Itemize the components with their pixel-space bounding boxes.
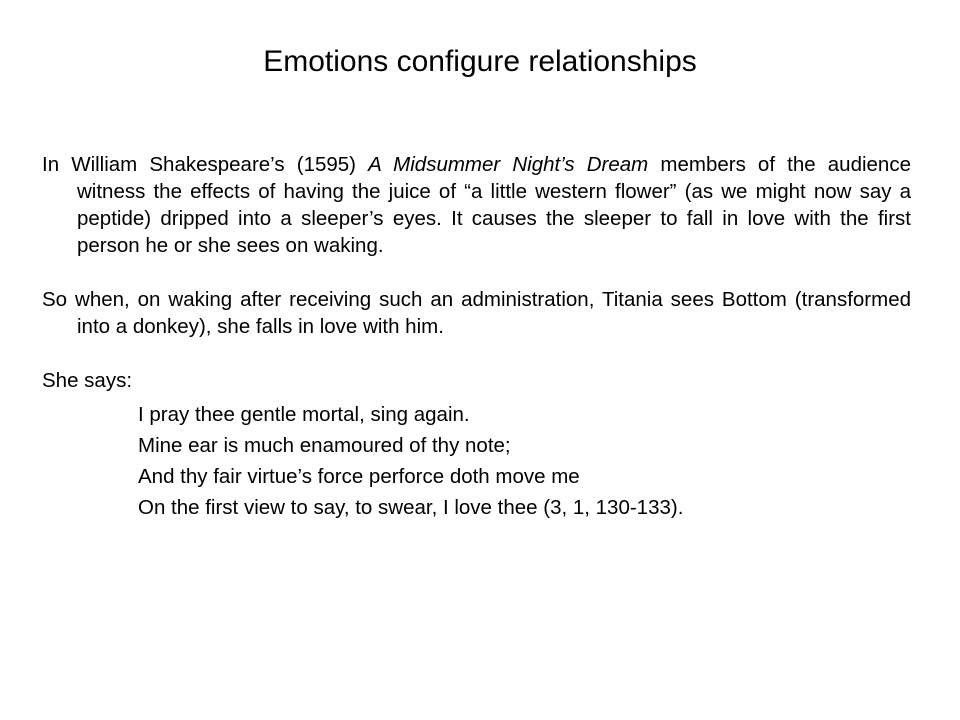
verse-line: I pray thee gentle mortal, sing again. xyxy=(138,403,470,426)
paragraph-titania: So when, on waking after receiving such an administration, Titania sees Bottom (transformed into a donkey), she falls in love with him. xyxy=(42,288,911,338)
verse-line: Mine ear is much enamoured of thy note; xyxy=(138,434,511,457)
paragraph-1-rest: members of the audience witness the effects of having the juice of “a little western flower” (as we might now say a peptide) dripped into a sleeper’s eyes. It causes the sleeper to fall in love with the first person he or she sees on waking. xyxy=(77,153,911,257)
paragraph-shakespeare xyxy=(42,151,911,259)
quote-intro: She says: xyxy=(42,369,133,392)
paragraph-1-intro: In William Shakespeare’s (1595) xyxy=(42,153,369,176)
slide-title: Emotions configure relationships xyxy=(263,45,697,78)
verse-quote xyxy=(42,399,911,523)
verse-line: And thy fair virtue’s force perforce doth move me xyxy=(138,465,580,488)
play-title: A Midsummer Night’s Dream xyxy=(368,153,649,176)
slide-body xyxy=(42,151,911,523)
verse-line: On the first view to say, to swear, I love thee (3, 1, 130-133). xyxy=(138,496,684,519)
